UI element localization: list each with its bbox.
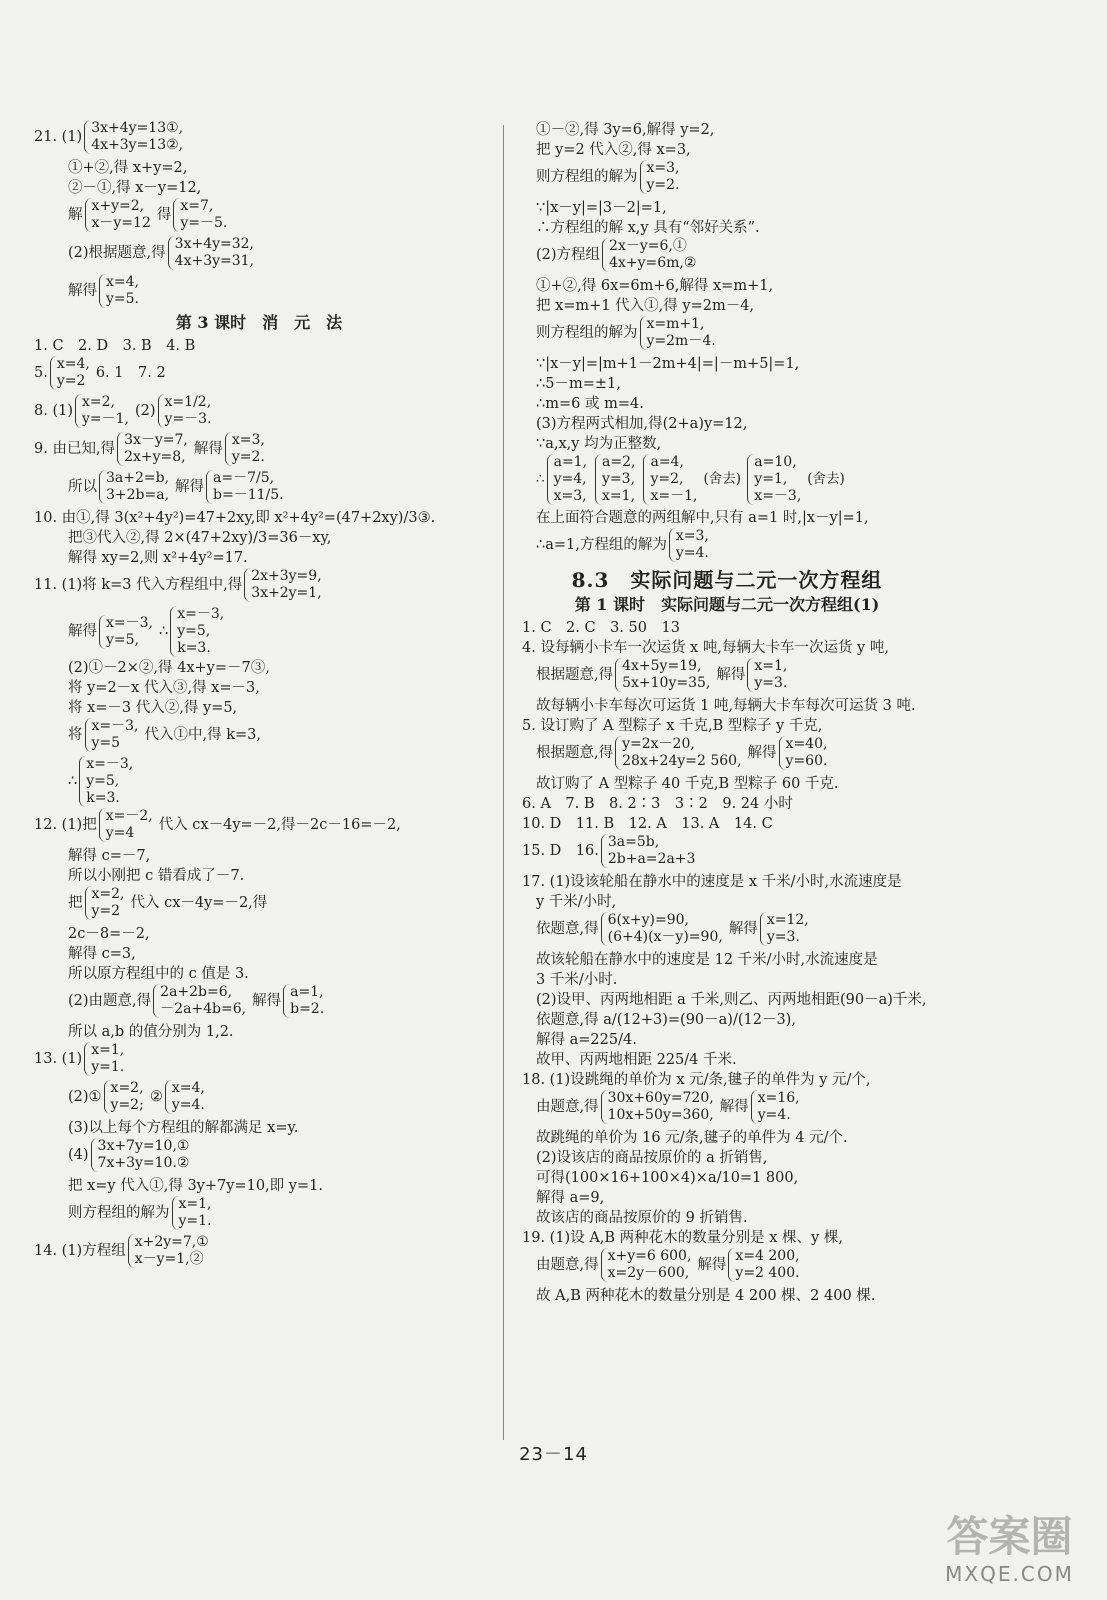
equation-system: 2x－y=6,① 4x+y=6m,② bbox=[602, 238, 700, 272]
answer-line: 所以小刚把 c 错看成了－7. bbox=[68, 868, 245, 884]
equation-system: 6(x+y)=90, (6+4)(x－y)=90, bbox=[601, 912, 727, 946]
answer-line: 将 x=－3, y=5 代入①中,得 k=3, bbox=[68, 718, 261, 751]
answer-line: 2c－8=－2, bbox=[68, 926, 150, 942]
answer-line: 1. C 2. C 3. 50 13 bbox=[522, 620, 680, 636]
watermark-logo bbox=[922, 1512, 1097, 1592]
equation-system: 3x+7y=10,① 7x+3y=10.② bbox=[91, 1138, 194, 1172]
answer-line: 则方程组的解为 x=1, y=1. bbox=[34, 1196, 484, 1234]
answer-line: 把 x=2, y=2 代入 cx－4y=－2,得 bbox=[68, 886, 268, 919]
equation-system: x=－3, y=5, bbox=[99, 615, 157, 649]
equation-system: x=7, y=－5. bbox=[173, 198, 231, 232]
answer-line: 故 A,B 两种花木的数量分别是 4 200 棵、2 400 棵. bbox=[536, 1288, 876, 1304]
answer-line: 把 x=y 代入①,得 3y+7y=10,即 y=1. bbox=[68, 1178, 323, 1194]
answer-line: 所以 3a+2=b, 3+2b=a, 解得 a=－7/5, b=－11/5. bbox=[34, 470, 484, 508]
equation-system: a=2, y=3, x=1, bbox=[595, 454, 639, 505]
equation-system: x=4, y=2 bbox=[50, 356, 94, 390]
answer-line: 在上面符合题意的两组解中,只有 a=1 时,|x－y|=1, bbox=[536, 510, 869, 526]
equation-system: x=1/2, y=－3. bbox=[158, 394, 216, 428]
answer-line: 解得 c=3, bbox=[68, 946, 136, 962]
equation-system: a=4, y=2, x=－1, bbox=[643, 454, 701, 505]
answer-line: ①+②,得 6x=6m+6,解得 x=m+1, bbox=[536, 278, 774, 294]
answer-line: 15. D 16. 3a=5b, 2b+a=2a+3 bbox=[522, 834, 932, 872]
answer-line: 12. (1)把 x=－2, y=4 代入 cx－4y=－2,得－2c－16=－2, bbox=[34, 808, 401, 841]
right-column bbox=[522, 120, 932, 1306]
answer-line: 1. C 2. D 3. B 4. B bbox=[34, 338, 196, 354]
answer-line: 可得(100×16+100×4)×a/10=1 800, bbox=[536, 1170, 799, 1186]
answer-line: 则方程组的解为 x=3, y=2. bbox=[522, 160, 932, 198]
section-title: 8.3 实际问题与二元一次方程组 bbox=[571, 568, 883, 592]
equation-system: 2a+2b=6, －2a+4b=6, bbox=[153, 984, 250, 1018]
page-number: 23－14 bbox=[519, 1444, 588, 1465]
answer-line: 把 y=2 代入②,得 x=3, bbox=[536, 142, 691, 158]
answer-line: (4) 3x+7y=10,① 7x+3y=10.② bbox=[34, 1138, 484, 1176]
answer-line: 19. (1)设 A,B 两种花木的数量分别是 x 棵、y 棵, bbox=[522, 1230, 843, 1246]
equation-system: x=1, y=3. bbox=[747, 658, 791, 692]
equation-system: 3x+4y=32, 4x+3y=31, bbox=[168, 236, 258, 270]
equation-system: 4x+5y=19, 5x+10y=35, bbox=[615, 658, 714, 692]
equation-system: x=4 200, y=2 400. bbox=[728, 1248, 803, 1282]
equation-system: x=1, y=1. bbox=[84, 1042, 128, 1076]
equation-system: x=3, y=4. bbox=[669, 528, 713, 562]
answer-line: ∵a,x,y 均为正整数, bbox=[536, 436, 662, 452]
equation-system: x=4, y=4. bbox=[165, 1080, 209, 1114]
answer-line: 解得 xy=2,则 x²+4y²=17. bbox=[68, 550, 248, 566]
equation-system: a=1, b=2. bbox=[283, 984, 328, 1018]
answer-line: ∴m=6 或 m=4. bbox=[536, 396, 644, 412]
lesson-title: 第 1 课时 实际问题与二元一次方程组(1) bbox=[574, 595, 880, 614]
answer-line: 6. A 7. B 8. 2∶3 3∶2 9. 24 小时 bbox=[522, 796, 793, 812]
equation-system: x=m+1, y=2m－4. bbox=[640, 316, 720, 350]
answer-line: 根据题意,得 4x+5y=19, 5x+10y=35, 解得 x=1, y=3. bbox=[522, 658, 932, 696]
answer-line: (2)根据题意,得 3x+4y=32, 4x+3y=31, bbox=[34, 236, 484, 274]
answer-line: 14. (1)方程组 x+2y=7,① x－y=1,② bbox=[34, 1234, 484, 1272]
answer-line: 则方程组的解为 x=m+1, y=2m－4. bbox=[522, 316, 932, 354]
answer-line: (2)①－2×②,得 4x+y=－7③, bbox=[68, 660, 270, 676]
answer-line: 解得 a=225/4. bbox=[536, 1032, 637, 1048]
equation-system: x=2, y=2 bbox=[85, 886, 129, 920]
answer-line: 把 x=m+1 代入①,得 y=2m－4, bbox=[536, 298, 755, 314]
equation-system: x=－3, y=5 bbox=[85, 718, 143, 752]
answer-line: 10. D 11. B 12. A 13. A 14. C bbox=[522, 816, 773, 832]
equation-system: x+y=6 600, x=2y－600, bbox=[601, 1248, 696, 1282]
answer-line: ∴a=1,方程组的解为 x=3, y=4. bbox=[522, 528, 932, 566]
equation-system: x+2y=7,① x－y=1,② bbox=[128, 1234, 213, 1268]
answer-line: 所以 a,b 的值分别为 1,2. bbox=[68, 1024, 234, 1040]
equation-system: a=－7/5, b=－11/5. bbox=[206, 470, 288, 504]
equation-system: 2x+3y=9, 3x+2y=1, bbox=[244, 568, 325, 602]
answer-line: 17. (1)设该轮船在静水中的速度是 x 千米/小时,水流速度是 bbox=[522, 874, 902, 890]
answer-line: ∴方程组的解 x,y 具有“邻好关系”. bbox=[536, 220, 760, 236]
answer-line: 解 x+y=2, x－y=12 得 x=7, y=－5. bbox=[34, 198, 484, 236]
answer-line: 解得 x=－3, y=5, ∴ x=－3, y=5, k=3. bbox=[34, 606, 484, 658]
answer-line: 故该轮船在静水中的速度是 12 千米/小时,水流速度是 bbox=[536, 952, 878, 968]
answer-line: 把③代入②,得 2×(47+2xy)/3=36－xy, bbox=[68, 530, 332, 546]
answer-line: (3)方程两式相加,得(2+a)y=12, bbox=[536, 416, 748, 432]
answer-line: (2)设该店的商品按原价的 a 折销售, bbox=[536, 1150, 768, 1166]
equation-system: x=－2, y=4 bbox=[99, 808, 157, 842]
answer-line: (2)由题意,得 2a+2b=6, －2a+4b=6, 解得 a=1, b=2. bbox=[34, 984, 484, 1022]
answer-line: 11. (1)将 k=3 代入方程组中,得 2x+3y=9, 3x+2y=1, bbox=[34, 568, 484, 606]
equation-system: 3x+4y=13①, 4x+3y=13②, bbox=[84, 120, 187, 154]
answer-line: 5. x=4, y=2 6. 1 7. 2 bbox=[34, 356, 166, 389]
answer-line: 18. (1)设跳绳的单价为 x 元/条,毽子的单件为 y 元/个, bbox=[522, 1072, 871, 1088]
answer-line: 解得 c=－7, bbox=[68, 848, 151, 864]
answer-line: (2)① x=2, y=2; ② x=4, y=4. bbox=[34, 1080, 484, 1118]
equation-system: x=40, y=60. bbox=[779, 736, 832, 770]
answer-line: 故甲、丙两地相距 225/4 千米. bbox=[536, 1052, 737, 1068]
equation-system: x=3, y=2. bbox=[225, 432, 269, 466]
equation-system: x=1, y=1. bbox=[172, 1196, 216, 1230]
answer-line: ①－②,得 3y=6,解得 y=2, bbox=[536, 122, 715, 138]
equation-system: 3a+2=b, 3+2b=a, bbox=[99, 470, 173, 504]
equation-system: x=12, y=3. bbox=[760, 912, 813, 946]
equation-system: x=16, y=4. bbox=[751, 1090, 804, 1124]
equation-system: x=4, y=5. bbox=[99, 274, 143, 308]
answer-line: 故每辆小卡车每次可运货 1 吨,每辆大卡车每次可运货 3 吨. bbox=[536, 698, 916, 714]
left-column bbox=[34, 120, 484, 1272]
answer-line: 4. 设每辆小卡车一次运货 x 吨,每辆大卡车一次运货 y 吨, bbox=[522, 640, 889, 656]
answer-line: ②－①,得 x－y=12, bbox=[68, 180, 202, 196]
answer-line: 解得 a=9, bbox=[536, 1190, 605, 1206]
answer-line: (2)方程组 2x－y=6,① 4x+y=6m,② bbox=[522, 238, 932, 276]
answer-line: 9. 由已知,得 3x－y=7, 2x+y=8, 解得 x=3, y=2. bbox=[34, 432, 484, 470]
answer-line: 根据题意,得 y=2x－20, 28x+24y=2 560, 解得 x=40, y=60. bbox=[522, 736, 932, 774]
equation-system: y=2x－20, 28x+24y=2 560, bbox=[615, 736, 745, 770]
answer-line: 解得 x=4, y=5. bbox=[34, 274, 484, 312]
answer-line: ①+②,得 x+y=2, bbox=[68, 160, 188, 176]
answer-line: 3 千米/小时. bbox=[536, 972, 618, 988]
answer-line: 依题意,得 6(x+y)=90, (6+4)(x－y)=90, 解得 x=12, y=3. bbox=[522, 912, 932, 950]
answer-line: ∵|x－y|=|3－2|=1, bbox=[536, 200, 667, 216]
answer-line: 由题意,得 30x+60y=720, 10x+50y=360, 解得 x=16, y=4. bbox=[522, 1090, 932, 1128]
lesson-title: 第 3 课时 消 元 法 bbox=[175, 313, 343, 332]
equation-system: x=－3, y=5, k=3. bbox=[170, 606, 228, 657]
answer-line: 13. (1) x=1, y=1. bbox=[34, 1042, 484, 1080]
column-divider bbox=[503, 125, 504, 1440]
answer-line: 故该店的商品按原价的 9 折销售. bbox=[536, 1210, 748, 1226]
answer-line: 将 y=2－x 代入③,得 x=－3, bbox=[68, 680, 260, 696]
answer-line: 所以原方程组中的 c 值是 3. bbox=[68, 966, 249, 982]
answer-line: 故订购了 A 型粽子 40 千克,B 型粽子 60 千克. bbox=[536, 776, 839, 792]
answer-line: (3)以上每个方程组的解都满足 x=y. bbox=[68, 1120, 299, 1136]
answer-line: (2)设甲、丙两地相距 a 千米,则乙、丙两地相距(90－a)千米, bbox=[536, 992, 927, 1008]
answer-line: 8. (1) x=2, y=－1, (2) x=1/2, y=－3. bbox=[34, 394, 484, 432]
answer-line: ∴ a=1, y=4, x=3, a=2, y=3, x=1, a=4, y=2, x=－1, (舍去) a=10, y=1, x=－3, (舍去) bbox=[536, 454, 845, 504]
equation-system: a=10, y=1, x=－3, bbox=[747, 454, 805, 505]
answer-line: 依题意,得 a/(12+3)=(90－a)/(12－3), bbox=[536, 1012, 796, 1028]
equation-system: 30x+60y=720, 10x+50y=360, bbox=[601, 1090, 718, 1124]
equation-system: x=3, y=2. bbox=[640, 160, 684, 194]
answer-line: 10. 由①,得 3(x²+4y²)=47+2xy,即 x²+4y²=(47+2xy)/3③. bbox=[34, 510, 436, 526]
answer-line: ∴ x=－3, y=5, k=3. bbox=[34, 756, 484, 808]
answer-line: y 千米/小时, bbox=[536, 894, 617, 910]
answer-line: 故跳绳的单价为 16 元/条,毽子的单件为 4 元/个. bbox=[536, 1130, 848, 1146]
answer-line: 由题意,得 x+y=6 600, x=2y－600, 解得 x=4 200, y=2 400. bbox=[522, 1248, 932, 1286]
equation-system: x+y=2, x－y=12 bbox=[85, 198, 155, 232]
equation-system: x=－3, y=5, k=3. bbox=[79, 756, 137, 807]
equation-system: 3a=5b, 2b+a=2a+3 bbox=[601, 834, 700, 868]
answer-line: ∴5－m=±1, bbox=[536, 376, 621, 392]
answer-line: 5. 设订购了 A 型粽子 x 千克,B 型粽子 y 千克, bbox=[522, 718, 823, 734]
answer-21-1: 21. (1) 3x+4y=13①, 4x+3y=13②, bbox=[34, 120, 484, 158]
watermark-text: 答案圈 bbox=[946, 1512, 1073, 1561]
equation-system: x=2, y=－1, bbox=[75, 394, 133, 428]
equation-system: a=1, y=4, x=3, bbox=[547, 454, 591, 505]
answer-line: 将 x=－3 代入②,得 y=5, bbox=[68, 700, 238, 716]
equation-system: x=2, y=2; bbox=[104, 1080, 148, 1114]
watermark-url: MXQE.COM bbox=[945, 1562, 1074, 1586]
equation-system: 3x－y=7, 2x+y=8, bbox=[117, 432, 192, 466]
answer-line: ∵|x－y|=|m+1－2m+4|=|－m+5|=1, bbox=[536, 356, 800, 372]
